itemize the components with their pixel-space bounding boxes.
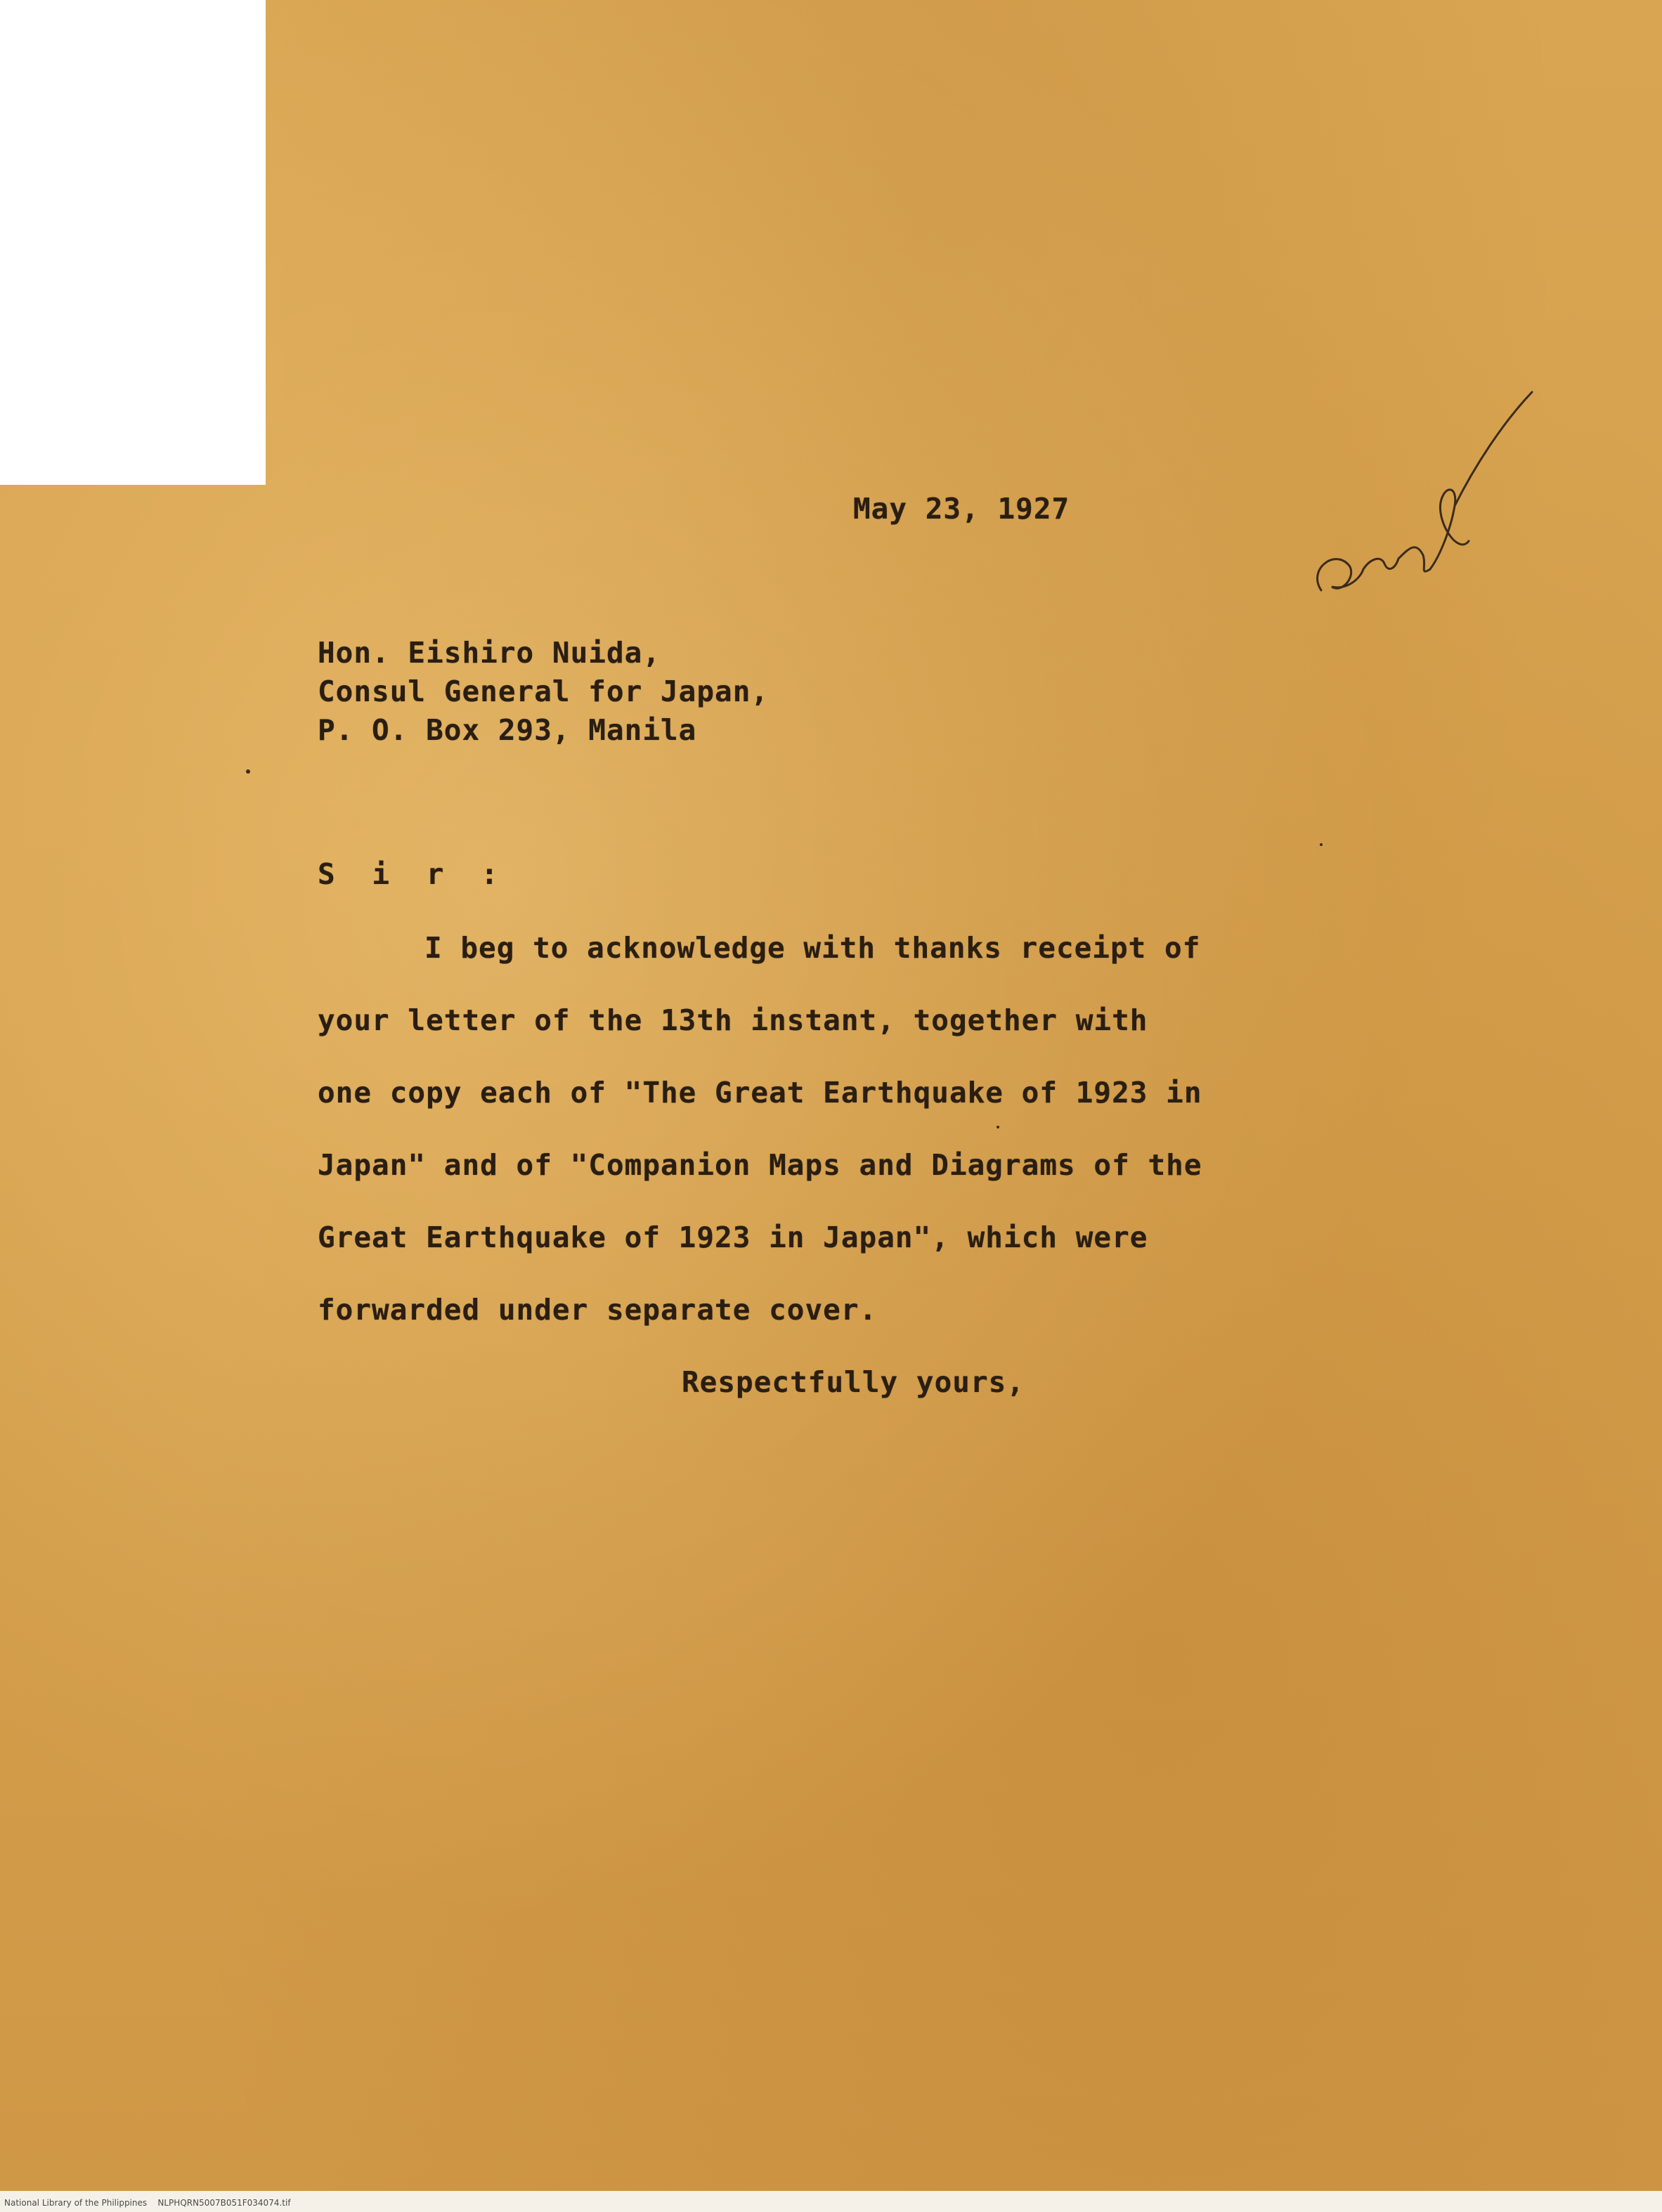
- scan-margin-corner: [0, 0, 266, 485]
- body-line: I beg to acknowledge with thanks receipt of: [424, 931, 1201, 965]
- body-line: Great Earthquake of 1923 in Japan", which were: [318, 1221, 1148, 1254]
- body-line: your letter of the 13th instant, together with: [318, 1003, 1148, 1037]
- handwritten-initials: [1293, 379, 1546, 632]
- salutation: S i r :: [318, 857, 508, 891]
- ink-speck: [1320, 843, 1323, 846]
- ink-speck: [996, 1126, 999, 1128]
- body-line: Japan" and of "Companion Maps and Diagrams of the: [318, 1148, 1202, 1182]
- letter-date: May 23, 1927: [853, 492, 1070, 526]
- body-line: forwarded under separate cover.: [318, 1293, 878, 1327]
- recipient-title: Consul General for Japan,: [318, 675, 770, 708]
- closing: Respectfully yours,: [682, 1365, 1025, 1399]
- body-line: one copy each of "The Great Earthquake of 1923 in: [318, 1076, 1202, 1110]
- recipient-name: Hon. Eishiro Nuida,: [318, 636, 661, 670]
- ink-speck: [246, 769, 250, 774]
- recipient-address: P. O. Box 293, Manila: [318, 713, 697, 747]
- scan-caption: National Library of the Philippines NLPHQRN5007B051F034074.tif: [4, 2198, 291, 2208]
